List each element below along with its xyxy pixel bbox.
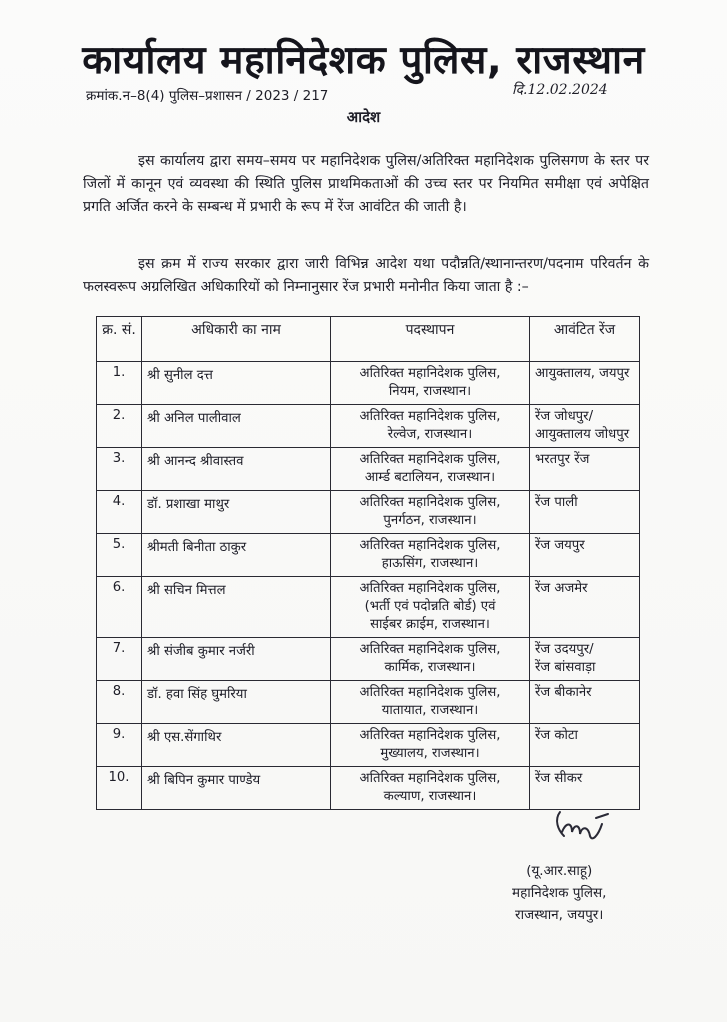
cell-range [530,577,640,638]
cell-posting [331,405,530,448]
cell-officer-name: श्री आनन्द श्रीवास्तव [142,448,331,491]
cell-range [530,767,640,810]
cell-posting [331,534,530,577]
posting-line: आर्म्ड बटालियन, राजस्थान। [364,470,496,485]
cell-serial: 6. [97,577,142,638]
posting-line: साईबर क्राईम, राजस्थान। [370,617,490,632]
table-row [97,577,640,638]
posting-line: नियम, राजस्थान। [388,384,472,399]
table-row [97,491,640,534]
cell-range [530,724,640,767]
cell-serial: 10. [97,767,142,810]
range-line: आयुक्तालय, जयपुर [535,366,630,381]
header-range: आवंटित रेंज [530,317,640,362]
cell-officer-name: श्री सचिन मित्तल [142,577,331,638]
paragraph-assignment: इस क्रम में राज्य सरकार द्वारा जारी विभिन्न आदेश यथा पदौन्नति/स्थानान्तरण/पदनाम परिवर्तन के फलस्वरूप अग्रलिखित अधिकारियों को निम्नानुसार रेंज प्रभारी मनोनीत किया जाता है :– [83,256,649,295]
cell-officer-name: श्री संजीब कुमार नर्जरी [142,638,331,681]
posting-line: अतिरिक्त महानिदेशक पुलिस, [359,452,501,467]
posting-line: पुनर्गठन, राजस्थान। [383,513,477,528]
cell-posting [331,448,530,491]
cell-range [530,534,640,577]
range-line: रेंज पाली [535,495,578,510]
cell-serial: 5. [97,534,142,577]
cell-posting [331,362,530,405]
signatory-designation: महानिदेशक पुलिस, [512,885,607,901]
posting-line: रेल्वेज, राजस्थान। [387,427,473,442]
posting-line: अतिरिक्त महानिदेशक पुलिस, [359,581,501,596]
range-line: रेंज सीकर [535,771,583,786]
posting-line: कल्याण, राजस्थान। [383,789,477,804]
range-line: रेंज बांसवाड़ा [535,660,596,675]
posting-line: अतिरिक्त महानिदेशक पुलिस, [359,728,501,743]
posting-line: (भर्ती एवं पदोन्नति बोर्ड) एवं [364,599,496,614]
cell-serial: 9. [97,724,142,767]
table-header-row [97,317,640,362]
posting-line: अतिरिक्त महानिदेशक पुलिस, [359,538,501,553]
posting-line: यातायात, राजस्थान। [381,703,479,718]
header-posting: पदस्थापन [331,317,530,362]
posting-line: अतिरिक्त महानिदेशक पुलिस, [359,642,501,657]
cell-officer-name: डॉ. प्रशाखा माथुर [142,491,331,534]
cell-officer-name: डॉ. हवा सिंह घुमरिया [142,681,331,724]
posting-line: अतिरिक्त महानिदेशक पुलिस, [359,495,501,510]
cell-posting [331,491,530,534]
range-allocation-table [96,316,640,810]
cell-serial: 8. [97,681,142,724]
cell-range [530,362,640,405]
table-row [97,362,640,405]
reference-number: क्रमांक.न–8(4) पुलिस–प्रशासन / 2023 / 217 [86,88,329,104]
table-body [97,362,640,810]
posting-line: कार्मिक, राजस्थान। [384,660,476,675]
cell-posting [331,681,530,724]
cell-posting [331,767,530,810]
cell-officer-name: श्री अनिल पालीवाल [142,405,331,448]
range-line: आयुक्तालय जोधपुर [535,427,630,442]
table-row [97,405,640,448]
table-row [97,638,640,681]
order-date: दि.12.02.2024 [512,82,608,98]
posting-line: अतिरिक्त महानिदेशक पुलिस, [359,409,501,424]
order-heading: आदेश [346,108,381,126]
range-line: रेंज कोटा [535,728,578,743]
cell-range [530,405,640,448]
posting-line: हाऊसिंग, राजस्थान। [381,556,479,571]
range-line: रेंज जयपुर [535,538,585,553]
cell-range [530,491,640,534]
cell-posting [331,638,530,681]
posting-line: अतिरिक्त महानिदेशक पुलिस, [359,685,501,700]
cell-officer-name: श्री सुनील दत्त [142,362,331,405]
header-officer-name: अधिकारी का नाम [142,317,331,362]
table-row [97,534,640,577]
table-row [97,448,640,491]
cell-serial: 4. [97,491,142,534]
header-serial: क्र. सं. [97,317,142,362]
range-line: रेंज अजमेर [535,581,588,596]
cell-serial: 7. [97,638,142,681]
range-line: रेंज बीकानेर [535,685,592,700]
cell-officer-name: श्री बिपिन कुमार पाण्डेय [142,767,331,810]
signatory-block [512,860,606,926]
cell-serial: 1. [97,362,142,405]
cell-officer-name: श्रीमती बिनीता ठाकुर [142,534,331,577]
cell-range [530,638,640,681]
signatory-location: राजस्थान, जयपुर। [515,907,604,923]
posting-line: अतिरिक्त महानिदेशक पुलिस, [359,771,501,786]
cell-range [530,681,640,724]
cell-officer-name: श्री एस.सेंगाथिर [142,724,331,767]
cell-serial: 3. [97,448,142,491]
signature-mark [552,806,612,852]
office-title: कार्यालय महानिदेशक पुलिस, राजस्थान [82,38,645,83]
signatory-name: (यू.आर.साहू) [526,863,593,879]
table-row [97,681,640,724]
cell-serial: 2. [97,405,142,448]
cell-range [530,448,640,491]
range-line: रेंज उदयपुर/ [535,642,594,657]
table-row [97,724,640,767]
paragraph-intro: इस कार्यालय द्वारा समय–समय पर महानिदेशक पुलिस/अतिरिक्त महानिदेशक पुलिसगण के स्तर पर जिलों में कानून एवं व्यवस्था की स्थिति पुलिस प्राथमिकताओं की उच्च स्तर पर नियमित समीक्षा एवं अपेक्षित प्रगति अर्जित करने के सम्बन्ध में प्रभारी के रूप में रेंज आवंटित की जाती है। [83,153,649,215]
cell-posting [331,577,530,638]
range-line: रेंज जोधपुर/ [535,409,594,424]
range-line: भरतपुर रेंज [535,452,590,467]
posting-line: अतिरिक्त महानिदेशक पुलिस, [359,366,501,381]
posting-line: मुख्यालय, राजस्थान। [380,746,480,761]
table-row [97,767,640,810]
cell-posting [331,724,530,767]
